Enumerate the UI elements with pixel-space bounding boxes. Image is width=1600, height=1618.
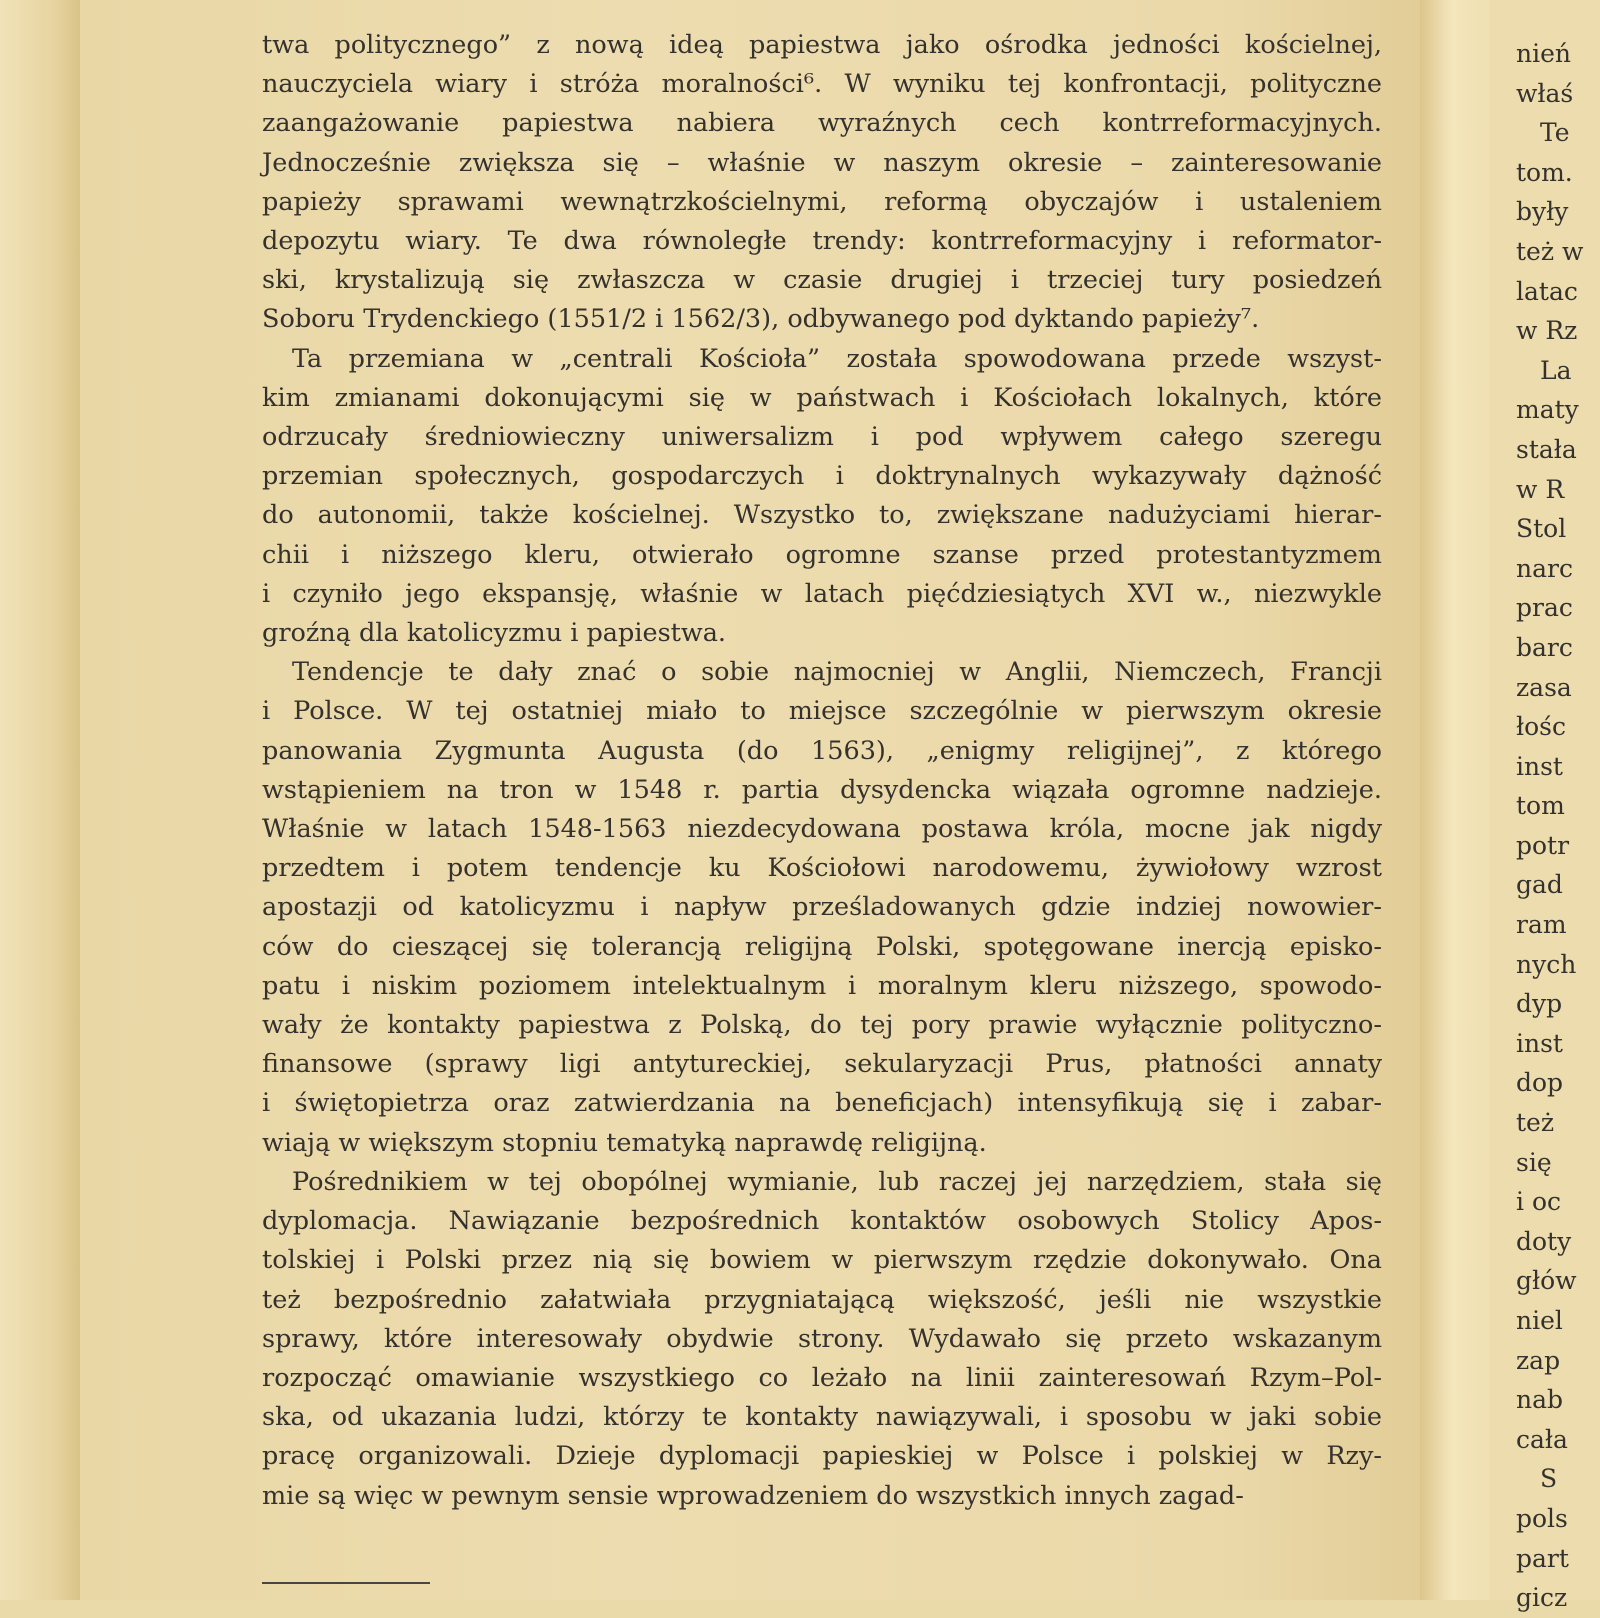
- facing-page-line: niel: [1516, 1306, 1563, 1335]
- text-line: Właśnie w latach 1548-1563 niezdecydowana postawa króla, mocne jak nigdy: [262, 814, 1382, 845]
- text-line: wiają w większym stopniu tematyką naprawdę religijną.: [262, 1127, 987, 1158]
- text-line: pracę organizowali. Dzieje dyplomacji papieskiej w Polsce i polskiej w Rzy-: [262, 1441, 1382, 1472]
- facing-page-line: La: [1540, 355, 1572, 385]
- facing-page-line: nab: [1516, 1385, 1564, 1415]
- text-line: panowania Zygmunta Augusta (do 1563), „enigmy religijnej”, z którego: [262, 735, 1382, 766]
- text-line: wały że kontakty papiestwa z Polską, do tej pory prawie wyłącznie polityczno-: [262, 1010, 1382, 1041]
- facing-page-line: nień: [1516, 39, 1571, 68]
- facing-page-line: potr: [1516, 830, 1570, 860]
- book-gutter: [1420, 0, 1490, 1600]
- main-text-column: [262, 26, 1382, 1516]
- facing-page-line: cała: [1516, 1424, 1568, 1454]
- facing-page-line: part: [1516, 1543, 1569, 1573]
- text-line: mie są więc w pewnym sensie wprowadzeniem do wszystkich innych zagad-: [262, 1480, 1244, 1511]
- text-line: depozytu wiary. Te dwa równoległe trendy: kontrreformacyjny i reformator-: [262, 226, 1382, 257]
- footnote-separator: [262, 1582, 430, 1584]
- facing-page-line: pols: [1516, 1503, 1568, 1533]
- text-line: twa politycznego” z nową ideą papiestwa jako ośrodka jedności kościelnej,: [262, 30, 1382, 60]
- facing-page-line: ram: [1516, 910, 1567, 940]
- text-line: i czyniło jego ekspansję, właśnie w latach pięćdziesiątych XVI w., niezwykle: [262, 578, 1382, 609]
- facing-page-line: barc: [1516, 632, 1573, 662]
- text-line: ców do cieszącej się tolerancją religijną Polski, spotęgowane inercją episko-: [262, 931, 1382, 962]
- text-line: sprawy, które interesowały obydwie strony. Wydawało się przeto wskazanym: [262, 1323, 1382, 1354]
- text-line: też bezpośrednio załatwiała przygniatającą większość, jeśli nie wszystkie: [262, 1284, 1382, 1315]
- text-line: zaangażowanie papiestwa nabiera wyraźnych cech kontrreformacyjnych.: [262, 108, 1382, 139]
- facing-page-line: narc: [1516, 553, 1573, 583]
- facing-page-line: zasa: [1516, 672, 1572, 702]
- text-line: odrzucały średniowieczny uniwersalizm i pod wpływem całego szeregu: [262, 422, 1382, 453]
- facing-page-line: się: [1516, 1147, 1552, 1177]
- facing-page-line: w Rz: [1516, 316, 1578, 346]
- text-line: rozpocząć omawianie wszystkiego co leżało na linii zainteresowań Rzym–Pol-: [262, 1362, 1382, 1393]
- text-line: Pośrednikiem w tej obopólnej wymianie, lub raczej jej narzędziem, stała się: [292, 1166, 1382, 1197]
- facing-page-line: stała: [1516, 434, 1577, 464]
- facing-page-line: były: [1516, 197, 1569, 227]
- facing-page-line: tom.: [1516, 157, 1573, 187]
- left-page-edge: [0, 0, 80, 1600]
- text-line: nauczyciela wiary i stróża moralności⁶. W wyniku tej konfrontacji, polityczne: [262, 69, 1382, 100]
- text-line: i Polsce. W tej ostatniej miało to miejsce szczególnie w pierwszym okresie: [262, 696, 1382, 727]
- facing-page-line: doty: [1516, 1226, 1572, 1256]
- text-line: Ta przemiana w „centrali Kościoła” została spowodowana przede wszyst-: [292, 343, 1382, 374]
- text-line: Soboru Trydenckiego (1551/2 i 1562/3), odbywanego pod dyktando papieży⁷.: [262, 304, 1260, 335]
- text-line: i świętopietrza oraz zatwierdzania na beneficjach) intensyfikują się i zabar-: [262, 1088, 1382, 1119]
- facing-page-line: zap: [1516, 1345, 1561, 1375]
- facing-page-line: dyp: [1516, 989, 1563, 1019]
- text-line: patu i niskim poziomem intelektualnym i moralnym kleru niższego, spowodo-: [262, 970, 1382, 1001]
- facing-page-line: dop: [1516, 1068, 1564, 1098]
- facing-page-line: prac: [1516, 593, 1573, 623]
- facing-page-line: nych: [1516, 949, 1577, 979]
- facing-page-line: właś: [1516, 78, 1574, 108]
- text-line: chii i niższego kleru, otwierało ogromne szanse przed protestantyzmem: [262, 539, 1382, 570]
- text-line: do autonomii, także kościelnej. Wszystko to, zwiększane nadużyciami hierar-: [262, 500, 1382, 531]
- facing-page-line: inst: [1516, 1028, 1563, 1058]
- facing-page-text: [1516, 34, 1583, 1618]
- text-line: wstąpieniem na tron w 1548 r. partia dysydencka wiązała ogromne nadzieje.: [262, 774, 1382, 805]
- text-line: ski, krystalizują się zwłaszcza w czasie drugiej i trzeciej tury posiedzeń: [262, 265, 1382, 296]
- facing-page-line: też w: [1516, 236, 1584, 266]
- text-line: apostazji od katolicyzmu i napływ prześladowanych gdzie indziej nowowier-: [262, 892, 1382, 923]
- facing-page-line: gad: [1516, 870, 1563, 900]
- facing-page-line: latac: [1516, 276, 1578, 306]
- text-line: dyplomacja. Nawiązanie bezpośrednich kontaktów osobowych Stolicy Apos-: [262, 1206, 1382, 1237]
- facing-page-line: łośc: [1516, 712, 1566, 742]
- facing-page-line: Te: [1540, 118, 1570, 148]
- facing-page-line: Stol: [1516, 514, 1567, 544]
- text-line: Tendencje te dały znać o sobie najmocniej w Anglii, Niemczech, Francji: [292, 657, 1382, 688]
- text-line: groźną dla katolicyzmu i papiestwa.: [262, 618, 727, 649]
- facing-page-line: głów: [1516, 1266, 1577, 1296]
- facing-page-line: w R: [1516, 474, 1565, 504]
- facing-page-line: gicz: [1516, 1583, 1568, 1613]
- facing-page-line: tom: [1516, 791, 1565, 821]
- facing-page-line: też: [1516, 1108, 1555, 1138]
- text-line: kim zmianami dokonującymi się w państwach i Kościołach lokalnych, które: [262, 382, 1382, 413]
- facing-page-line: inst: [1516, 751, 1563, 781]
- text-line: tolskiej i Polski przez nią się bowiem w pierwszym rzędzie dokonywało. Ona: [262, 1245, 1382, 1276]
- text-line: przemian społecznych, gospodarczych i doktrynalnych wykazywały dążność: [262, 461, 1382, 492]
- text-line: Jednocześnie zwiększa się – właśnie w naszym okresie – zainteresowanie: [262, 147, 1382, 178]
- text-line: finansowe (sprawy ligi antytureckiej, sekularyzacji Prus, płatności annaty: [262, 1049, 1382, 1080]
- facing-page-line: i oc: [1516, 1187, 1561, 1217]
- text-line: przedtem i potem tendencje ku Kościołowi narodowemu, żywiołowy wzrost: [262, 853, 1382, 884]
- text-line: papieży sprawami wewnątrzkościelnymi, reformą obyczajów i ustaleniem: [262, 186, 1382, 217]
- facing-page-line: S: [1540, 1464, 1558, 1494]
- facing-page-line: maty: [1516, 395, 1579, 425]
- text-line: ska, od ukazania ludzi, którzy te kontakty nawiązywali, i sposobu w jaki sobie: [262, 1402, 1382, 1433]
